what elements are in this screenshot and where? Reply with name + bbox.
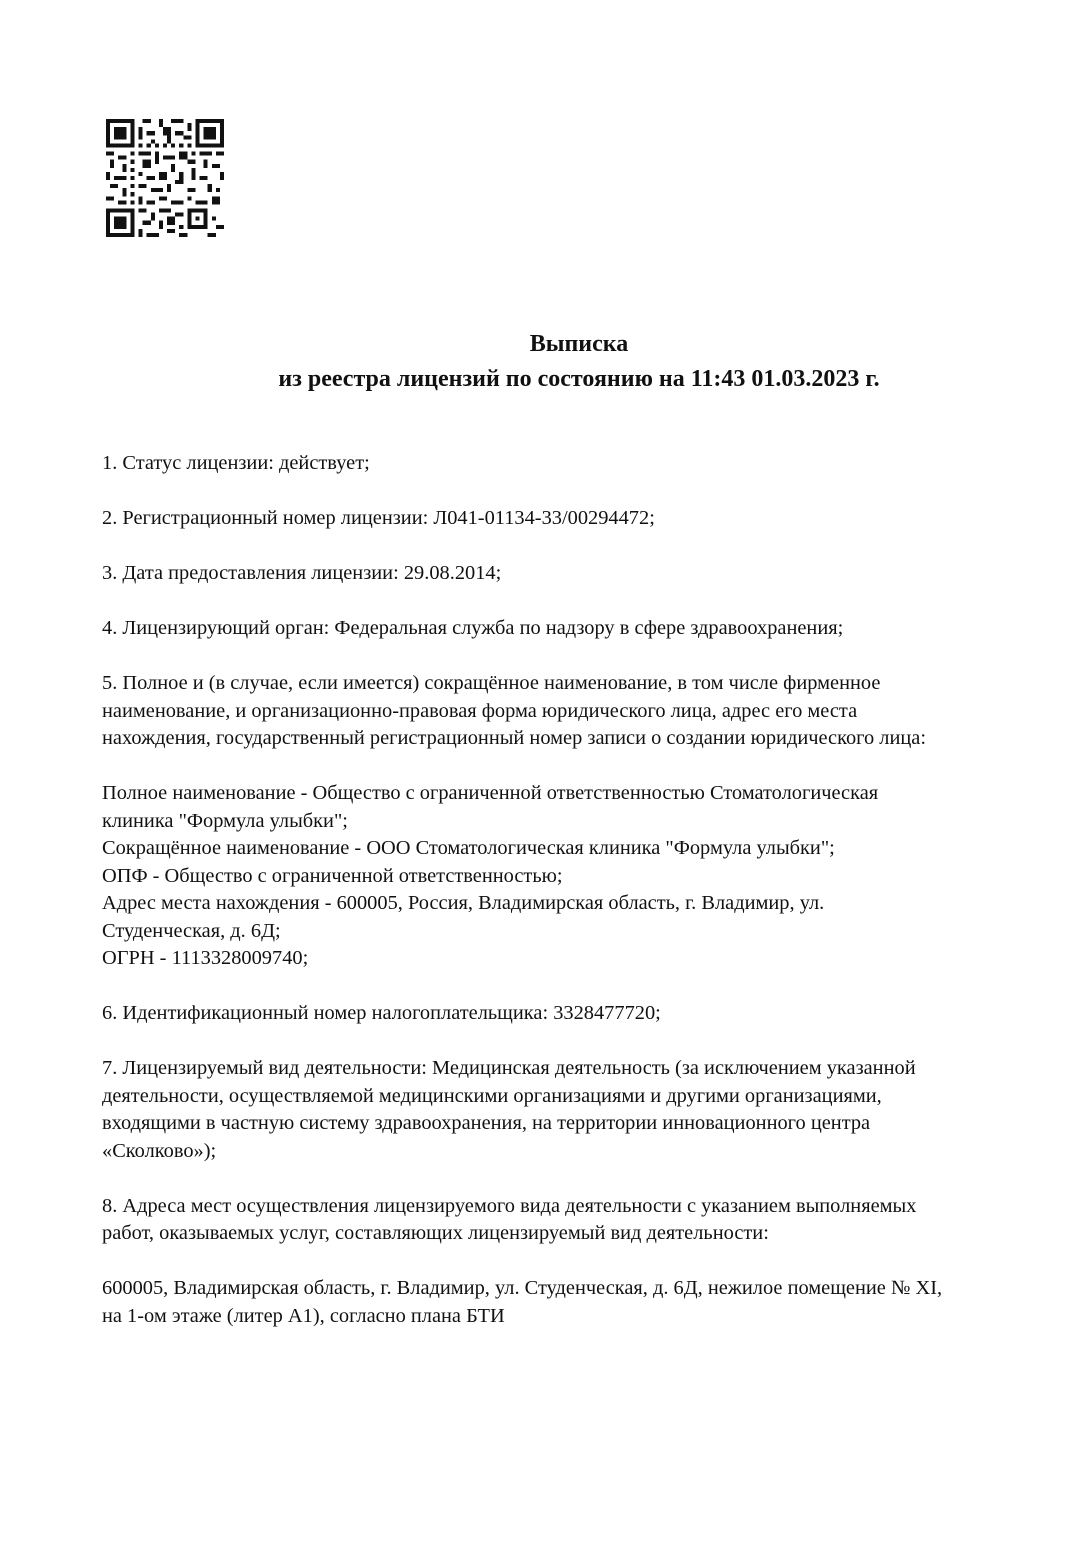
item-short-name: Сокращённое наименование - ООО Стоматологическая клиника "Формула улыбки"; (102, 837, 835, 859)
item-places-header: 8. Адреса мест осуществления лицензируемого вида деятельности с указанием выполняемых работ, оказываемых услуг, составляющих лицензируемый вид деятельности: (102, 1194, 917, 1244)
item-authority: 4. Лицензирующий орган: Федеральная служба по надзору в сфере здравоохранения; (102, 617, 844, 639)
item-inn: 6. Идентификационный номер налогоплательщика: 3328477720; (102, 1002, 661, 1024)
qr-code-icon (106, 119, 224, 237)
document-subtitle: из реестра лицензий по состоянию на 11:43 01.03.2023 г. (278, 366, 880, 392)
item-ogrn: ОГРН - 1113328009740; (102, 947, 309, 969)
item-date: 3. Дата предоставления лицензии: 29.08.2014; (102, 562, 502, 584)
item-org-info-header: 5. Полное и (в случае, если имеется) сокращённое наименование, в том числе фирменное наименование, и организационно-правовая форма юридического лица, адрес его места нахождения, государственный регистрационный номер записи о создании юридического лица: (102, 672, 927, 749)
item-full-name: Полное наименование - Общество с ограниченной ответственностью Стоматологическая клиника "Формула улыбки"; (102, 782, 879, 832)
item-reg-number: 2. Регистрационный номер лицензии: Л041-01134-33/00294472; (102, 507, 655, 529)
item-status: 1. Статус лицензии: действует; (102, 452, 370, 474)
document-title: Выписка (529, 331, 629, 357)
item-opf: ОПФ - Общество с ограниченной ответственностью; (102, 864, 563, 887)
item-place-address: 600005, Владимирская область, г. Владимир, ул. Студенческая, д. 6Д, нежилое помещение № XI, на 1-ом этаже (литер А1), согласно плана БТИ (102, 1277, 943, 1327)
item-address: Адрес места нахождения - 600005, Россия, Владимирская область, г. Владимир, ул. Студенческая, д. 6Д; (102, 892, 825, 942)
document-body (102, 450, 1062, 1330)
item-activity: 7. Лицензируемый вид деятельности: Медицинская деятельность (за исключением указанной деятельности, осуществляемой медицинскими организациями и другими организациями, входящими в частную систему здравоохранения, на территории инновационного центра «Сколково»); (102, 1057, 916, 1162)
